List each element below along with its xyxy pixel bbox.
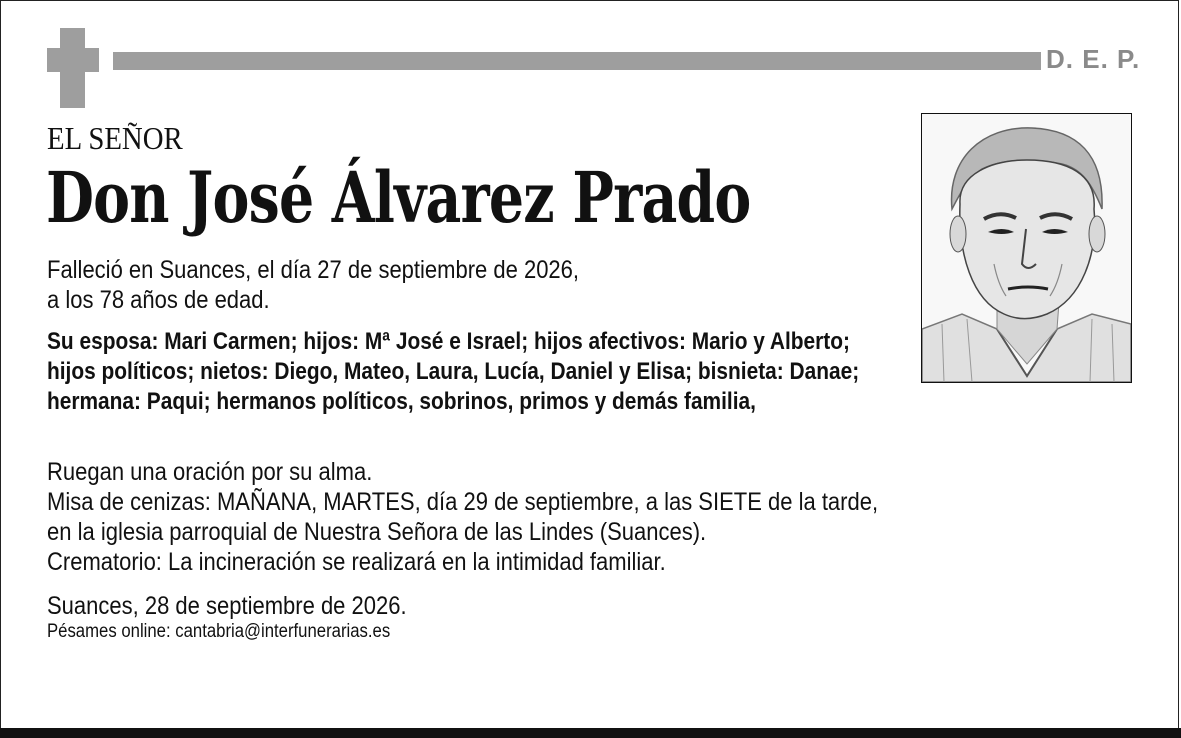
service-info xyxy=(47,457,878,577)
place-date: Suances, 28 de septiembre de 2026. xyxy=(47,592,407,620)
death-line-1: Falleció en Suances, el día 27 de septiembre de 2026, xyxy=(47,256,580,284)
honorific: EL SEÑOR xyxy=(47,120,183,156)
online-condolences: Pésames online: cantabria@interfunerarias.es xyxy=(47,621,391,642)
dep-label: D. E. P. xyxy=(1046,44,1141,74)
prayer-line: Ruegan una oración por su alma. xyxy=(47,458,373,486)
family-list: Su esposa: Mari Carmen; hijos: Mª José e Israel; hijos afectivos: Mario y Alberto; hijos políticos; nietos: Diego, Mateo, Laura, Lucía, Daniel y Elisa; bisnieta: Danae; hermana: Paqui; hermanos políticos, sobrinos, primos y demás familia, xyxy=(47,328,860,415)
deceased-name: Don José Álvarez Prado xyxy=(46,156,751,239)
mass-line-1: Misa de cenizas: MAÑANA, MARTES, día 29 de septiembre, a las SIETE de la tarde, xyxy=(47,488,879,516)
death-line-2: a los 78 años de edad. xyxy=(47,286,270,314)
crematorio-line: Crematorio: La incineración se realizará en la intimidad familiar. xyxy=(47,548,666,576)
cross-icon-arm xyxy=(47,48,99,72)
portrait-photo xyxy=(921,113,1132,383)
death-info xyxy=(47,255,579,315)
mass-line-2: en la iglesia parroquial de Nuestra Señora de las Lindes (Suances). xyxy=(47,518,707,546)
header-rule xyxy=(113,52,1041,70)
portrait-image xyxy=(922,114,1131,382)
bottom-border xyxy=(0,728,1181,738)
